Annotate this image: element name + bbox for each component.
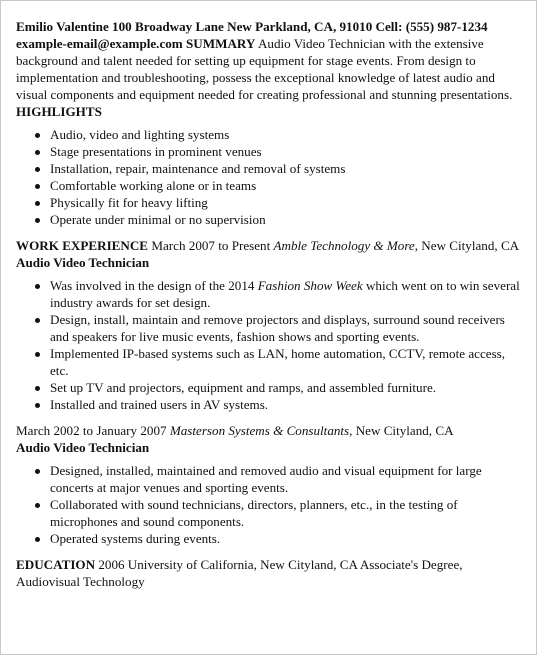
list-item: Operate under minimal or no supervision — [50, 211, 522, 228]
list-item: Set up TV and projectors, equipment and ramps, and assembled furniture. — [50, 379, 522, 396]
education-heading: EDUCATION — [16, 557, 96, 572]
job-1-bullets — [16, 277, 522, 413]
job-2-header — [16, 422, 522, 456]
education-text: 2006 University of California, New Cityland, CA Associate's Degree, Audiovisual Technology — [16, 557, 463, 589]
job-1-location: , New Cityland, CA — [414, 238, 519, 253]
job-1-header — [16, 237, 522, 271]
job-2-dates: March 2002 to January 2007 — [16, 423, 167, 438]
cell-label: Cell: — [375, 19, 403, 34]
job-2-location: , New Cityland, CA — [349, 423, 454, 438]
list-item: Physically fit for heavy lifting — [50, 194, 522, 211]
summary-heading: SUMMARY — [186, 36, 256, 51]
job-1-bullet-1-event: Fashion Show Week — [257, 278, 363, 293]
job-2-company: Masterson Systems & Consultants — [169, 423, 350, 438]
job-2-bullets — [16, 462, 522, 547]
highlights-heading: HIGHLIGHTS — [16, 104, 102, 119]
job-2-title: Audio Video Technician — [16, 440, 150, 455]
list-item: Collaborated with sound technicians, directors, planners, etc., in the testing of microphones and sound components. — [50, 496, 522, 530]
summary-text: Audio Video Technician with the extensive background and talent needed for setting up equipment for stage events. From design to implementation and troubleshooting, possess the exceptional knowledge of latest audio and visual components and equipment needed for creating professional and stunning presentations. — [16, 36, 513, 102]
list-item: Audio, video and lighting systems — [50, 126, 522, 143]
highlights-list — [16, 126, 522, 228]
work-experience-heading: WORK EXPERIENCE — [16, 238, 149, 253]
resume-content — [16, 18, 522, 590]
list-item: Installed and trained users in AV systems. — [50, 396, 522, 413]
list-item: Installation, repair, maintenance and removal of systems — [50, 160, 522, 177]
job-1-bullet-1-post: which went on to win several industry awards for set design. — [50, 278, 520, 310]
job-1-dates: March 2007 to Present — [151, 238, 271, 253]
cell-number: (555) 987-1234 — [405, 19, 488, 34]
list-item: Implemented IP-based systems such as LAN, home automation, CCTV, remote access, etc. — [50, 345, 522, 379]
candidate-address: 100 Broadway Lane New Parkland, CA, 91010 — [112, 19, 373, 34]
list-item: Comfortable working alone or in teams — [50, 177, 522, 194]
list-item: Design, install, maintain and remove projectors and displays, surround sound receivers and speakers for live music events, fashion shows and sporting events. — [50, 311, 522, 345]
job-1-company: Amble Technology & More — [273, 238, 415, 253]
list-item: Stage presentations in prominent venues — [50, 143, 522, 160]
list-item: Designed, installed, maintained and removed audio and visual equipment for large concerts at major venues and sporting events. — [50, 462, 522, 496]
list-item — [50, 277, 522, 311]
job-1-bullet-1-pre: Was involved in the design of the 2014 — [50, 278, 258, 293]
job-1-title: Audio Video Technician — [16, 255, 150, 270]
list-item: Operated systems during events. — [50, 530, 522, 547]
candidate-name: Emilio Valentine — [16, 19, 109, 34]
education-paragraph — [16, 556, 522, 590]
email-address: example-email@example.com — [16, 36, 183, 51]
header-summary-paragraph — [16, 18, 522, 120]
